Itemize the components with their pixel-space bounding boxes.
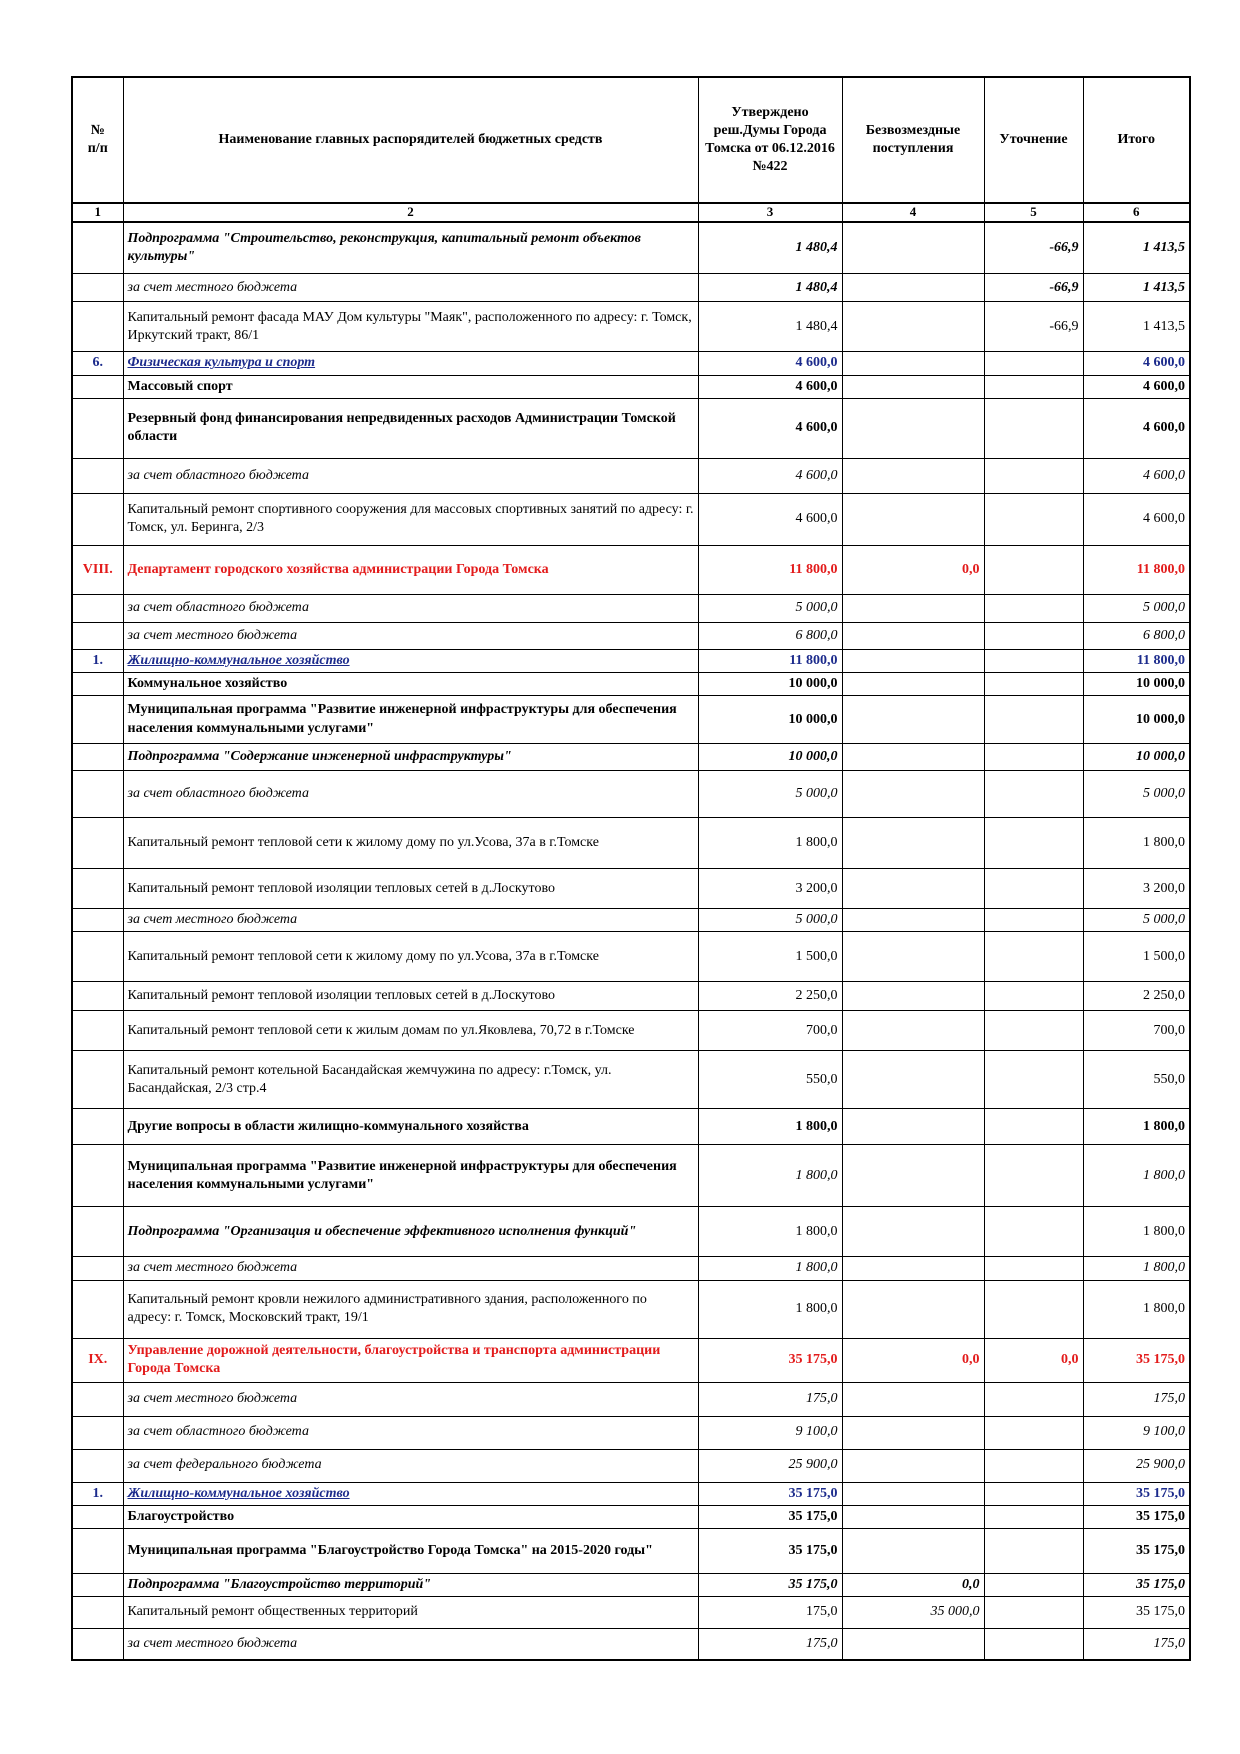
refine-value (984, 1382, 1083, 1416)
free-value (842, 1145, 984, 1207)
total-value: 35 175,0 (1083, 1505, 1190, 1528)
row-number (72, 1109, 123, 1145)
total-value: 4 600,0 (1083, 493, 1190, 545)
free-value: 0,0 (842, 1573, 984, 1596)
approved-value: 11 800,0 (698, 649, 842, 672)
total-value: 1 800,0 (1083, 1207, 1190, 1257)
approved-value: 175,0 (698, 1629, 842, 1660)
row-name: Капитальный ремонт тепловой изоляции тепловых сетей в д.Лоскутово (123, 982, 698, 1011)
row-number (72, 622, 123, 649)
total-value: 5 000,0 (1083, 771, 1190, 818)
free-value (842, 1011, 984, 1051)
table-row (72, 982, 1190, 1011)
refine-value (984, 1528, 1083, 1573)
row-number: IX. (72, 1338, 123, 1382)
row-name: Капитальный ремонт тепловой сети к жилому дому по ул.Усова, 37а в г.Томске (123, 932, 698, 982)
row-number: VIII. (72, 545, 123, 594)
col-number: 2 (123, 203, 698, 222)
approved-value: 1 800,0 (698, 1257, 842, 1280)
col-number: 3 (698, 203, 842, 222)
row-name: за счет местного бюджета (123, 622, 698, 649)
row-name: за счет местного бюджета (123, 274, 698, 302)
approved-value: 175,0 (698, 1597, 842, 1629)
free-value (842, 1528, 984, 1573)
row-number (72, 932, 123, 982)
row-number (72, 375, 123, 398)
free-value (842, 622, 984, 649)
total-value: 11 800,0 (1083, 545, 1190, 594)
table-row (72, 622, 1190, 649)
refine-value (984, 1482, 1083, 1505)
row-name: Благоустройство (123, 1505, 698, 1528)
total-value: 6 800,0 (1083, 622, 1190, 649)
refine-value (984, 649, 1083, 672)
free-value (842, 1449, 984, 1482)
total-value: 10 000,0 (1083, 744, 1190, 771)
refine-value (984, 1011, 1083, 1051)
free-value (842, 398, 984, 458)
table-row (72, 352, 1190, 375)
refine-value (984, 1280, 1083, 1338)
approved-value: 6 800,0 (698, 622, 842, 649)
row-number (72, 771, 123, 818)
approved-value: 5 000,0 (698, 771, 842, 818)
row-name: Муниципальная программа "Благоустройство Города Томска" на 2015-2020 годы" (123, 1528, 698, 1573)
row-number (72, 1505, 123, 1528)
refine-value (984, 458, 1083, 493)
row-number (72, 672, 123, 695)
row-name: Капитальный ремонт кровли нежилого административного здания, расположенного по адресу: г. Томск, Московский тракт, 19/1 (123, 1280, 698, 1338)
row-name: Управление дорожной деятельности, благоустройства и транспорта администрации Города Томска (123, 1338, 698, 1382)
refine-value: -66,9 (984, 302, 1083, 352)
col-header-free: Безвозмездные поступления (842, 77, 984, 203)
row-number (72, 869, 123, 909)
row-number (72, 1207, 123, 1257)
free-value (842, 493, 984, 545)
approved-value: 35 175,0 (698, 1338, 842, 1382)
total-value: 2 250,0 (1083, 982, 1190, 1011)
budget-table (71, 76, 1191, 1661)
total-value: 10 000,0 (1083, 672, 1190, 695)
row-number: 6. (72, 352, 123, 375)
table-row (72, 1109, 1190, 1145)
row-number (72, 1449, 123, 1482)
table-row (72, 493, 1190, 545)
table-row (72, 398, 1190, 458)
refine-value (984, 398, 1083, 458)
row-number (72, 458, 123, 493)
table-row (72, 1416, 1190, 1449)
table-row (72, 1280, 1190, 1338)
total-value: 35 175,0 (1083, 1597, 1190, 1629)
free-value (842, 982, 984, 1011)
table-row (72, 1597, 1190, 1629)
row-name: Муниципальная программа "Развитие инженерной инфраструктуры для обеспечения населения коммунальными услугами" (123, 1145, 698, 1207)
row-number (72, 982, 123, 1011)
row-name: Подпрограмма "Строительство, реконструкция, капитальный ремонт объектов культуры" (123, 222, 698, 274)
row-number (72, 274, 123, 302)
total-value: 1 800,0 (1083, 818, 1190, 869)
row-number (72, 302, 123, 352)
col-number: 1 (72, 203, 123, 222)
free-value (842, 771, 984, 818)
table-row (72, 1011, 1190, 1051)
approved-value: 2 250,0 (698, 982, 842, 1011)
refine-value: -66,9 (984, 274, 1083, 302)
row-name: за счет федерального бюджета (123, 1449, 698, 1482)
refine-value (984, 545, 1083, 594)
refine-value: -66,9 (984, 222, 1083, 274)
row-number (72, 1416, 123, 1449)
col-header-approved: Утверждено реш.Думы Города Томска от 06.12.2016 №422 (698, 77, 842, 203)
total-value: 1 500,0 (1083, 932, 1190, 982)
row-number (72, 1629, 123, 1660)
table-row (72, 932, 1190, 982)
table-row (72, 1482, 1190, 1505)
approved-value: 1 480,4 (698, 302, 842, 352)
table-row (72, 274, 1190, 302)
approved-value: 4 600,0 (698, 458, 842, 493)
refine-value (984, 352, 1083, 375)
table-row (72, 1338, 1190, 1382)
row-name: за счет областного бюджета (123, 771, 698, 818)
total-value: 35 175,0 (1083, 1573, 1190, 1596)
approved-value: 35 175,0 (698, 1528, 842, 1573)
approved-value: 4 600,0 (698, 375, 842, 398)
free-value (842, 1629, 984, 1660)
row-name: за счет областного бюджета (123, 594, 698, 622)
table-row (72, 818, 1190, 869)
row-number (72, 818, 123, 869)
table-row (72, 672, 1190, 695)
approved-value: 10 000,0 (698, 744, 842, 771)
free-value (842, 932, 984, 982)
free-value: 35 000,0 (842, 1597, 984, 1629)
total-value: 35 175,0 (1083, 1528, 1190, 1573)
col-header-total: Итого (1083, 77, 1190, 203)
total-value: 1 413,5 (1083, 274, 1190, 302)
total-value: 35 175,0 (1083, 1338, 1190, 1382)
total-value: 175,0 (1083, 1629, 1190, 1660)
row-number (72, 1257, 123, 1280)
free-value (842, 594, 984, 622)
row-name: Капитальный ремонт котельной Басандайская жемчужина по адресу: г.Томск, ул. Басандайская, 2/3 стр.4 (123, 1051, 698, 1109)
table-row (72, 909, 1190, 932)
total-value: 4 600,0 (1083, 352, 1190, 375)
total-value: 175,0 (1083, 1382, 1190, 1416)
approved-value: 4 600,0 (698, 398, 842, 458)
row-name: Капитальный ремонт фасада МАУ Дом культуры "Маяк", расположенного по адресу: г. Томск, Иркутский тракт, 86/1 (123, 302, 698, 352)
col-header-num: № п/п (72, 77, 123, 203)
total-value: 1 800,0 (1083, 1145, 1190, 1207)
row-number (72, 1011, 123, 1051)
approved-value: 175,0 (698, 1382, 842, 1416)
free-value (842, 274, 984, 302)
approved-value: 1 800,0 (698, 1280, 842, 1338)
table-row (72, 1207, 1190, 1257)
approved-value: 1 800,0 (698, 818, 842, 869)
col-header-refine: Уточнение (984, 77, 1083, 203)
refine-value (984, 932, 1083, 982)
refine-value (984, 869, 1083, 909)
free-value (842, 352, 984, 375)
refine-value (984, 1145, 1083, 1207)
refine-value (984, 1257, 1083, 1280)
refine-value (984, 771, 1083, 818)
row-name: Коммунальное хозяйство (123, 672, 698, 695)
free-value (842, 909, 984, 932)
row-name: Капитальный ремонт спортивного сооружения для массовых спортивных занятий по адресу: г. Томск, ул. Беринга, 2/3 (123, 493, 698, 545)
approved-value: 35 175,0 (698, 1505, 842, 1528)
approved-value: 1 500,0 (698, 932, 842, 982)
row-number (72, 594, 123, 622)
approved-value: 10 000,0 (698, 696, 842, 744)
free-value (842, 869, 984, 909)
table-row (72, 375, 1190, 398)
row-number: 1. (72, 649, 123, 672)
row-number (72, 696, 123, 744)
total-value: 5 000,0 (1083, 594, 1190, 622)
approved-value: 4 600,0 (698, 352, 842, 375)
free-value (842, 1207, 984, 1257)
refine-value (984, 672, 1083, 695)
row-name: Муниципальная программа "Развитие инженерной инфраструктуры для обеспечения населения коммунальными услугами" (123, 696, 698, 744)
table-row (72, 696, 1190, 744)
table-row (72, 594, 1190, 622)
refine-value (984, 622, 1083, 649)
total-value: 25 900,0 (1083, 1449, 1190, 1482)
free-value (842, 1051, 984, 1109)
refine-value (984, 1109, 1083, 1145)
refine-value (984, 909, 1083, 932)
row-number (72, 1051, 123, 1109)
refine-value (984, 818, 1083, 869)
table-row (72, 1528, 1190, 1573)
row-number (72, 1145, 123, 1207)
row-name: Подпрограмма "Содержание инженерной инфраструктуры" (123, 744, 698, 771)
row-number (72, 744, 123, 771)
table-row (72, 1257, 1190, 1280)
refine-value (984, 982, 1083, 1011)
approved-value: 35 175,0 (698, 1573, 842, 1596)
approved-value: 3 200,0 (698, 869, 842, 909)
table-row (72, 869, 1190, 909)
total-value: 550,0 (1083, 1051, 1190, 1109)
refine-value (984, 375, 1083, 398)
free-value (842, 1257, 984, 1280)
table-row (72, 771, 1190, 818)
row-name: за счет местного бюджета (123, 1629, 698, 1660)
total-value: 4 600,0 (1083, 375, 1190, 398)
row-name: Подпрограмма "Организация и обеспечение эффективного исполнения функций" (123, 1207, 698, 1257)
free-value (842, 1382, 984, 1416)
row-name: Капитальный ремонт тепловой сети к жилому дому по ул.Усова, 37а в г.Томске (123, 818, 698, 869)
refine-value (984, 1597, 1083, 1629)
approved-value: 25 900,0 (698, 1449, 842, 1482)
row-name: Массовый спорт (123, 375, 698, 398)
row-number (72, 1573, 123, 1596)
row-name: за счет местного бюджета (123, 1382, 698, 1416)
refine-value (984, 696, 1083, 744)
approved-value: 10 000,0 (698, 672, 842, 695)
free-value (842, 1280, 984, 1338)
row-name: Капитальный ремонт тепловой сети к жилым домам по ул.Яковлева, 70,72 в г.Томске (123, 1011, 698, 1051)
refine-value (984, 493, 1083, 545)
row-name: Резервный фонд финансирования непредвиденных расходов Администрации Томской области (123, 398, 698, 458)
row-name: Капитальный ремонт общественных территорий (123, 1597, 698, 1629)
row-number (72, 1382, 123, 1416)
table-row (72, 1449, 1190, 1482)
column-numbers-row (72, 203, 1190, 222)
free-value (842, 1482, 984, 1505)
total-value: 35 175,0 (1083, 1482, 1190, 1505)
free-value (842, 1505, 984, 1528)
row-name: Другие вопросы в области жилищно-коммунального хозяйства (123, 1109, 698, 1145)
table-row (72, 1505, 1190, 1528)
free-value (842, 672, 984, 695)
row-name: за счет местного бюджета (123, 909, 698, 932)
refine-value (984, 594, 1083, 622)
total-value: 9 100,0 (1083, 1416, 1190, 1449)
refine-value (984, 1051, 1083, 1109)
total-value: 1 800,0 (1083, 1109, 1190, 1145)
table-row (72, 1629, 1190, 1660)
row-number (72, 493, 123, 545)
refine-value (984, 1629, 1083, 1660)
free-value: 0,0 (842, 545, 984, 594)
approved-value: 1 800,0 (698, 1109, 842, 1145)
total-value: 1 413,5 (1083, 302, 1190, 352)
row-name: за счет областного бюджета (123, 458, 698, 493)
refine-value (984, 1505, 1083, 1528)
total-value: 3 200,0 (1083, 869, 1190, 909)
table-row (72, 1573, 1190, 1596)
approved-value: 35 175,0 (698, 1482, 842, 1505)
table-row (72, 545, 1190, 594)
row-name: за счет областного бюджета (123, 1416, 698, 1449)
refine-value (984, 1573, 1083, 1596)
approved-value: 1 480,4 (698, 274, 842, 302)
total-value: 1 800,0 (1083, 1280, 1190, 1338)
free-value (842, 222, 984, 274)
table-row (72, 1051, 1190, 1109)
row-name: за счет местного бюджета (123, 1257, 698, 1280)
row-name: Департамент городского хозяйства администрации Города Томска (123, 545, 698, 594)
table-row (72, 1145, 1190, 1207)
approved-value: 700,0 (698, 1011, 842, 1051)
approved-value: 5 000,0 (698, 594, 842, 622)
row-number (72, 398, 123, 458)
row-name: Жилищно-коммунальное хозяйство (123, 649, 698, 672)
table-row (72, 458, 1190, 493)
free-value (842, 649, 984, 672)
approved-value: 4 600,0 (698, 493, 842, 545)
free-value (842, 1109, 984, 1145)
table-row (72, 744, 1190, 771)
free-value (842, 302, 984, 352)
row-number (72, 222, 123, 274)
col-header-name: Наименование главных распорядителей бюджетных средств (123, 77, 698, 203)
row-number (72, 1280, 123, 1338)
row-number: 1. (72, 1482, 123, 1505)
table-row (72, 1382, 1190, 1416)
row-name: Капитальный ремонт тепловой изоляции тепловых сетей в д.Лоскутово (123, 869, 698, 909)
refine-value: 0,0 (984, 1338, 1083, 1382)
approved-value: 5 000,0 (698, 909, 842, 932)
refine-value (984, 1207, 1083, 1257)
free-value (842, 818, 984, 869)
approved-value: 11 800,0 (698, 545, 842, 594)
row-number (72, 1597, 123, 1629)
free-value (842, 744, 984, 771)
total-value: 5 000,0 (1083, 909, 1190, 932)
row-name: Подпрограмма "Благоустройство территорий" (123, 1573, 698, 1596)
refine-value (984, 1416, 1083, 1449)
total-value: 700,0 (1083, 1011, 1190, 1051)
table-row (72, 222, 1190, 274)
refine-value (984, 1449, 1083, 1482)
approved-value: 1 800,0 (698, 1145, 842, 1207)
free-value (842, 1416, 984, 1449)
approved-value: 9 100,0 (698, 1416, 842, 1449)
refine-value (984, 744, 1083, 771)
total-value: 4 600,0 (1083, 458, 1190, 493)
total-value: 1 800,0 (1083, 1257, 1190, 1280)
col-number: 4 (842, 203, 984, 222)
row-number (72, 909, 123, 932)
approved-value: 1 800,0 (698, 1207, 842, 1257)
row-name: Физическая культура и спорт (123, 352, 698, 375)
table-row (72, 302, 1190, 352)
total-value: 1 413,5 (1083, 222, 1190, 274)
table-row (72, 649, 1190, 672)
col-number: 5 (984, 203, 1083, 222)
col-number: 6 (1083, 203, 1190, 222)
total-value: 10 000,0 (1083, 696, 1190, 744)
total-value: 11 800,0 (1083, 649, 1190, 672)
row-number (72, 1528, 123, 1573)
free-value (842, 696, 984, 744)
free-value (842, 375, 984, 398)
approved-value: 1 480,4 (698, 222, 842, 274)
free-value (842, 458, 984, 493)
free-value: 0,0 (842, 1338, 984, 1382)
total-value: 4 600,0 (1083, 398, 1190, 458)
row-name: Жилищно-коммунальное хозяйство (123, 1482, 698, 1505)
approved-value: 550,0 (698, 1051, 842, 1109)
